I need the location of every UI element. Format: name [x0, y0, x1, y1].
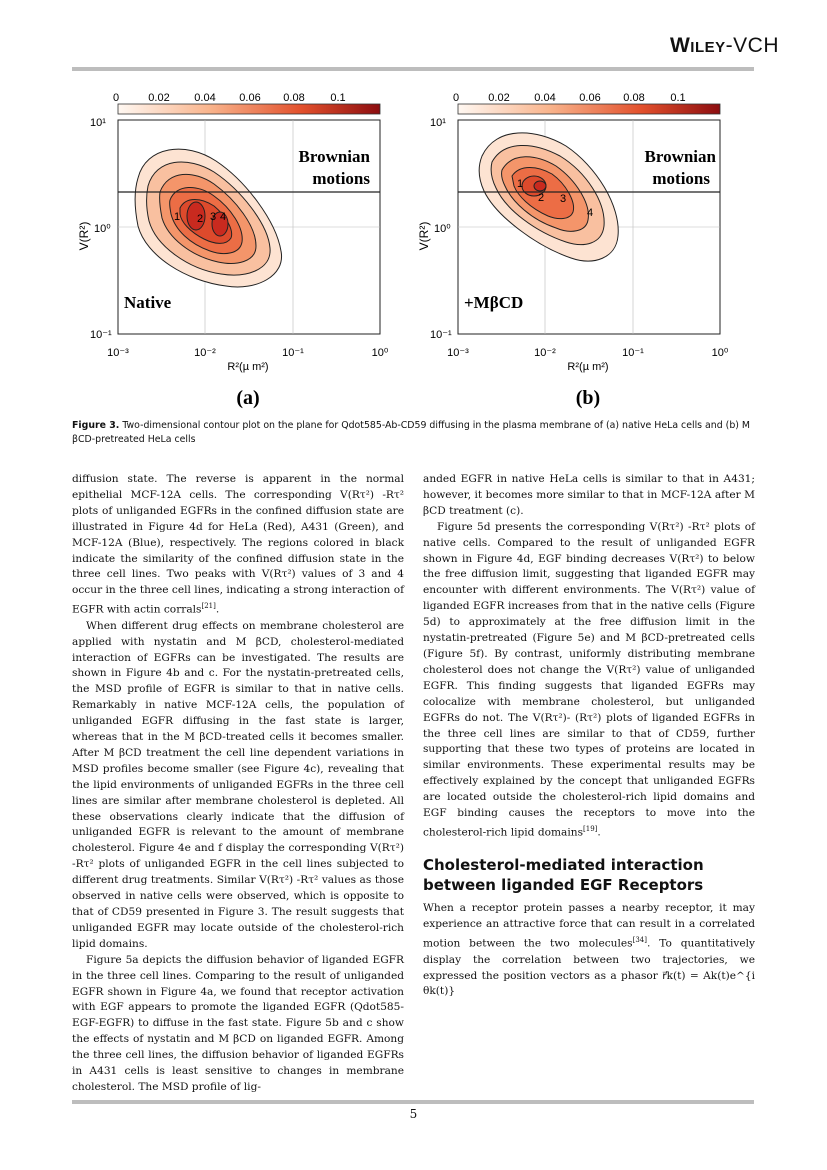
right-column — [423, 472, 755, 1000]
panel-tag-a: (a) — [236, 387, 260, 409]
colorbar-tick: 0.04 — [534, 92, 556, 104]
colorbar-tick: 0.1 — [670, 92, 686, 104]
annotation-brownian: Brownian — [644, 147, 716, 166]
peak-label: 3 — [560, 193, 567, 205]
paragraph: diffusion state. The reverse is apparent in the normal epithelial MCF-12A cells. The corresponding V(Rτ²) -Rτ² plots of unliganded EGFRs in the confined diffusion state are illustrated in Figure 4d for HeLa (Red), A431 (Green), and MCF-12A (Blue), respectively. The regions colored in black indicate the similarity of the confined diffusion state in the three cell lines. Two peaks with V(Rτ²) values of 3 and 4 occur in the three cell lines, indicating a strong interaction of EGFR with actin corrals[21]. — [72, 473, 404, 616]
x-tick: 10⁻³ — [107, 347, 129, 359]
x-axis-label: R²(µ m²) — [567, 361, 609, 373]
x-axis-label: R²(µ m²) — [227, 361, 269, 373]
annotation-brownian: Brownian — [298, 147, 370, 166]
x-tick: 10⁻¹ — [282, 347, 304, 359]
panel-condition-label: Native — [124, 293, 172, 312]
footer-rule — [72, 1100, 754, 1104]
paragraph: When different drug effects on membrane cholesterol are applied with nystatin and M βCD, cholesterol-mediated interaction of EGFRs can be investigated. The results are shown in Figure 4b and c. For the nystatin-pretreated cells, the MSD profile of EGFR is similar to that in native cells. Remarkably in native MCF-12A cells, the population of unliganded EGFR diffusing in the fast state is larger, whereas that in the M βCD-treated cells it becomes smaller. After M βCD treatment the cell line dependent variations in MSD profiles become smaller (see Figure 4c), revealing that the lipid environments of unliganded EGFRs in the three cell lines are similar after membrane cholesterol is depleted. All these observations clearly indicate that the diffusion of unliganded EGFR is relevant to the amount of membrane cholesterol. Figure 4e and f display the corresponding V(Rτ²) -Rτ² plots of unliganded EGFR in the cell lines subjected to different drug treatments. Similar V(Rτ²) -Rτ² values as those observed in native cells were observed, which is opposite to that of CD59 presented in Figure 3. The result suggests that unliganded EGFR may locate outside of the cholesterol-rich lipid domains. — [72, 619, 404, 950]
peak-label: 4 — [220, 211, 227, 223]
colorbar-tick: 0.08 — [283, 92, 305, 104]
y-tick: 10⁰ — [94, 223, 111, 235]
annotation-motions: motions — [652, 169, 710, 188]
colorbar — [458, 104, 720, 114]
header-rule — [72, 67, 754, 71]
colorbar-tick: 0 — [452, 92, 460, 104]
y-axis-label: V(R²) — [417, 221, 431, 251]
colorbar-tick: 0.04 — [194, 92, 216, 104]
publisher-logo: Wiley-VCH — [669, 34, 779, 57]
y-tick: 10⁻¹ — [90, 329, 112, 341]
y-tick: 10⁻¹ — [430, 329, 452, 341]
x-tick: 10⁰ — [371, 347, 389, 359]
paragraph: Figure 5d presents the corresponding V(Rτ²) -Rτ² plots of native cells. Compared to the result of unliganded EGFR shown in Figure 4d, EGF binding decreases V(Rτ²) to below the free diffusion limit, suggesting that liganded EGFR may encounter with different environments. The V(Rτ²) value of liganded EGFR increases from that in the native cells (Figure 5d) to approximately at the free diffusion limit in the nystatin-pretreated (Figure 5e) and M βCD-pretreated cells (Figure 5f). By contrast, uniformly distributing membrane cholesterol does not change the V(Rτ²) value of unliganded EGFR. This finding suggests that liganded EGFRs may colocalize with membrane cholesterol, but unliganded EGFRs do not. The V(Rτ²)- (Rτ²) plots of liganded EGFRs in the three cell lines are similar to that of CD59, further supporting that these two types of proteins are located in similar environments. These experimental results may be effectively explained by the concept that unliganded EGFRs are located outside the cholesterol-rich lipid domains and EGF binding causes the receptors to move into the cholesterol-rich lipid domains[19]. — [423, 520, 755, 839]
x-tick: 10⁻² — [534, 347, 556, 359]
figure-panel-b — [416, 86, 756, 416]
section-heading: Cholesterol-mediated interaction between liganded EGF Receptors — [423, 856, 704, 895]
colorbar-tick: 0.1 — [330, 92, 346, 104]
colorbar-tick: 0.02 — [488, 92, 510, 104]
colorbar-tick: 0.08 — [623, 92, 645, 104]
left-column — [72, 472, 404, 1096]
panel-condition-label: +MβCD — [464, 293, 524, 312]
contour-plot-b — [416, 86, 756, 416]
y-tick: 10¹ — [430, 117, 446, 129]
colorbar — [118, 104, 380, 114]
y-tick: 10⁰ — [434, 223, 451, 235]
paragraph: anded EGFR in native HeLa cells is similar to that in A431; however, it becomes more similar to that in MCF-12A after M βCD treatment (c). — [423, 473, 755, 517]
figure-caption: Figure 3. Two-dimensional contour plot on the plane for Qdot585-Ab-CD59 diffusing in the plasma membrane of (a) native HeLa cells and (b) M βCD-pretreated HeLa cells — [72, 420, 750, 445]
peak-label: 1 — [517, 178, 524, 190]
peak-label: 2 — [197, 213, 204, 225]
y-axis-label: V(R²) — [77, 221, 91, 251]
peak-label: 4 — [587, 207, 594, 219]
panel-tag-b: (b) — [575, 387, 601, 409]
figure-panel-a — [76, 86, 416, 416]
x-tick: 10⁰ — [711, 347, 729, 359]
contour-plot-a — [76, 86, 416, 416]
y-tick: 10¹ — [90, 117, 106, 129]
x-tick: 10⁻³ — [447, 347, 469, 359]
peak-label: 3 — [210, 211, 217, 223]
x-tick: 10⁻¹ — [622, 347, 644, 359]
colorbar-tick: 0.06 — [579, 92, 601, 104]
colorbar-tick: 0 — [112, 92, 120, 104]
peak-label: 1 — [174, 211, 181, 223]
peak-label: 2 — [538, 192, 545, 204]
paragraph: Figure 5a depicts the diffusion behavior of liganded EGFR in the three cell lines. Comparing to the result of unliganded EGFR shown in Figure 4a, we found that receptor activation with EGF appears to promote the liganded EGFR (Qdot585-EGF-EGFR) to diffuse in the fast state. Figure 5b and c show the effects of nystatin and M βCD on liganded EGFR. Among the three cell lines, the diffusion behavior of liganded EGFRs in A431 cells is least sensitive to changes in membrane cholesterol. The MSD profile of lig- — [72, 953, 404, 1093]
colorbar-tick: 0.02 — [148, 92, 170, 104]
colorbar-tick: 0.06 — [239, 92, 261, 104]
x-tick: 10⁻² — [194, 347, 216, 359]
page-number: 5 — [409, 1107, 418, 1121]
annotation-motions: motions — [312, 169, 370, 188]
paragraph: When a receptor protein passes a nearby receptor, it may experience an attractive force that can result in a correlated motion between the two molecules[34]. To quantitatively display the correlation between two trajectories, we expressed the position vectors as a phasor r⃗k(t) = Ak(t)e^{i θk(t)} — [423, 902, 755, 998]
